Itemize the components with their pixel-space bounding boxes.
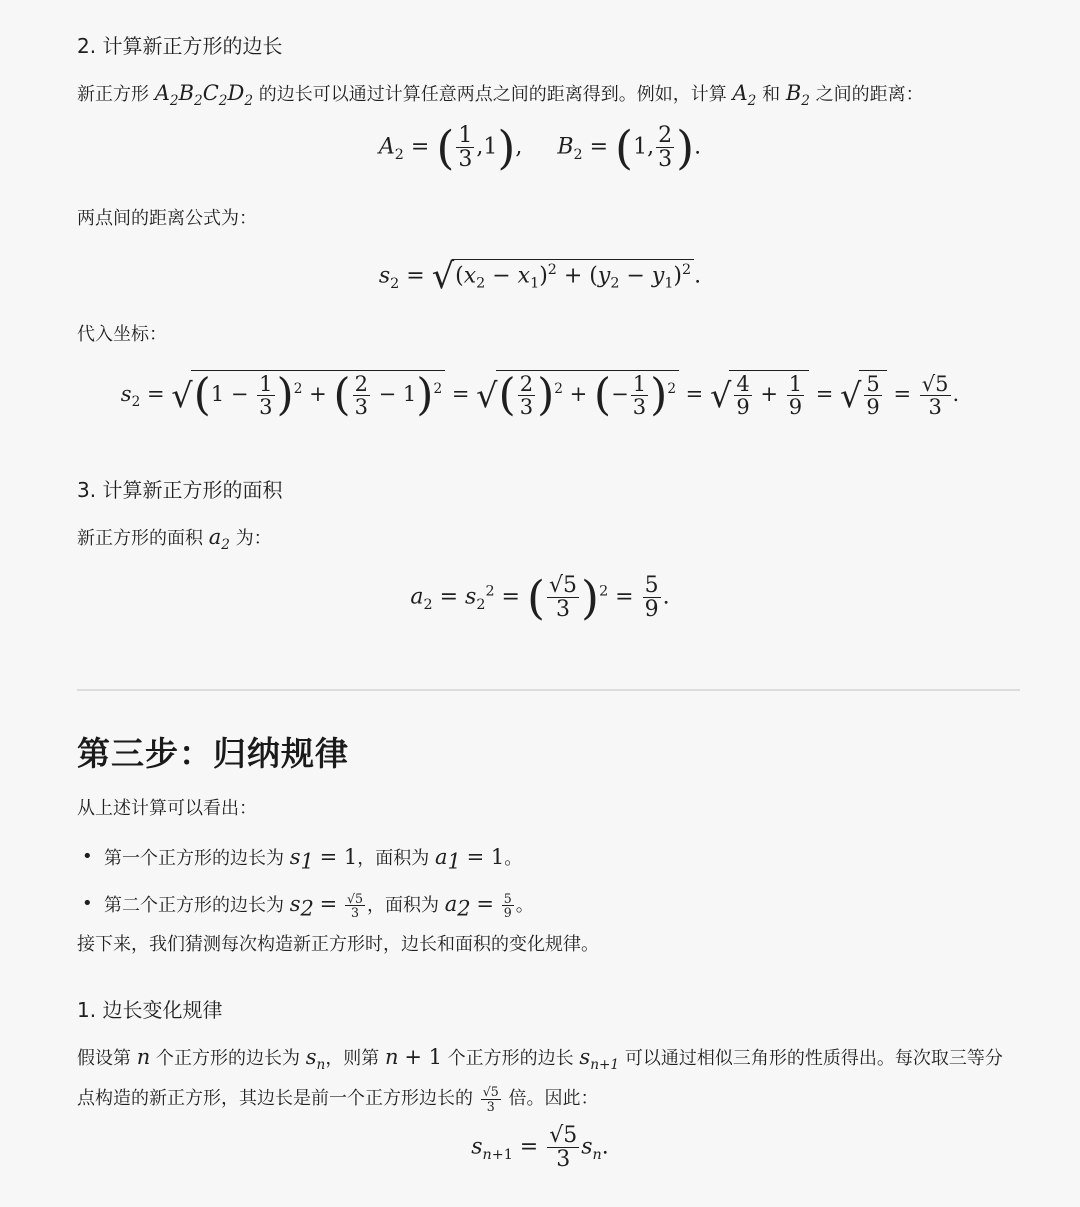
- area-paragraph: 新正方形的面积 $a_2$ 为：: [77, 525, 272, 554]
- section-heading-area: 3. 计算新正方形的面积: [77, 478, 283, 502]
- step3-heading: 第三步：归纳规律: [77, 734, 349, 773]
- equation-recurrence: $s_{n+1}$ = $\frac{√5}{3}$ $s_n$.: [471, 1123, 609, 1173]
- math-square-name: $A_2B_2C_2D_2$: [154, 81, 254, 110]
- list-item: • 第一个正方形的边长为 $s_1 = 1$，面积为 $a_1 = 1$。: [77, 836, 534, 883]
- section-heading-side-length: 2. 计算新正方形的边长: [77, 34, 283, 58]
- section-divider: [77, 689, 1020, 691]
- rule1-heading: 1. 边长变化规律: [77, 998, 223, 1022]
- observe-label: 从上述计算可以看出：: [77, 798, 257, 819]
- equation-substitution: $s_2 = √(1$ − $\frac{1}{3}$ )$^2$ + ( $\frac{2}{3}$ − 1)$^2$ = √( $\frac{2}{3}$ )$^2$ + (− $\frac{1}{3}$ )$^2$ = √ $\frac{4}{9}$ + $\frac{1}{9}$ = √ $\frac{5}{9}$ = $\frac{√5}{3}$ .: [120, 369, 960, 421]
- math-a2: $A_2$: [732, 81, 757, 110]
- rule1-paragraph: 假设第 n 个正方形的边长为 $s_n$，则第 n + 1 个正方形的边长 $s_{n+1}$ 可以通过相似三角形的性质得出。每次取三等分点构造的新正方形，其边长是前一个正方形边长的 $\frac{√5}{3}$ 倍。因此：: [77, 1045, 1003, 1114]
- equation-points: $A_2$ = ( $\frac{1}{3}$ ,1), $B_2 = (1$, $\frac{2}{3}$ ).: [378, 120, 702, 175]
- substitute-label: 代入坐标：: [77, 324, 167, 345]
- math-a2-area: $a_2$: [208, 525, 230, 554]
- conjecture-paragraph: 接下来，我们猜测每次构造新正方形时，边长和面积的变化规律。: [77, 934, 599, 955]
- distance-label: 两点间的距离公式为：: [77, 208, 257, 229]
- math-b2: $B_2$: [785, 81, 810, 110]
- equation-distance-formula: $s_2 = √(x_2 - x_1)^2 + (y_2 - y_1)^2$ .: [378, 256, 702, 297]
- list-item: • 第二个正方形的边长为 $s_2$ = $\frac{√5}{3}$ ，面积为 $a_2$ = $\frac{5}{9}$ 。: [77, 883, 534, 930]
- intro-paragraph: 新正方形 $A_2B_2C_2D_2$ 的边长可以通过计算任意两点之间的距离得到。例如，计算 $A_2$ 和 $B_2$ 之间的距离：: [77, 81, 924, 110]
- summary-list: [77, 836, 534, 929]
- equation-area: $a_2 = s_2^2$ = ( $\frac{√5}{3}$ )$^2$ = $\frac{5}{9}$ .: [410, 570, 670, 625]
